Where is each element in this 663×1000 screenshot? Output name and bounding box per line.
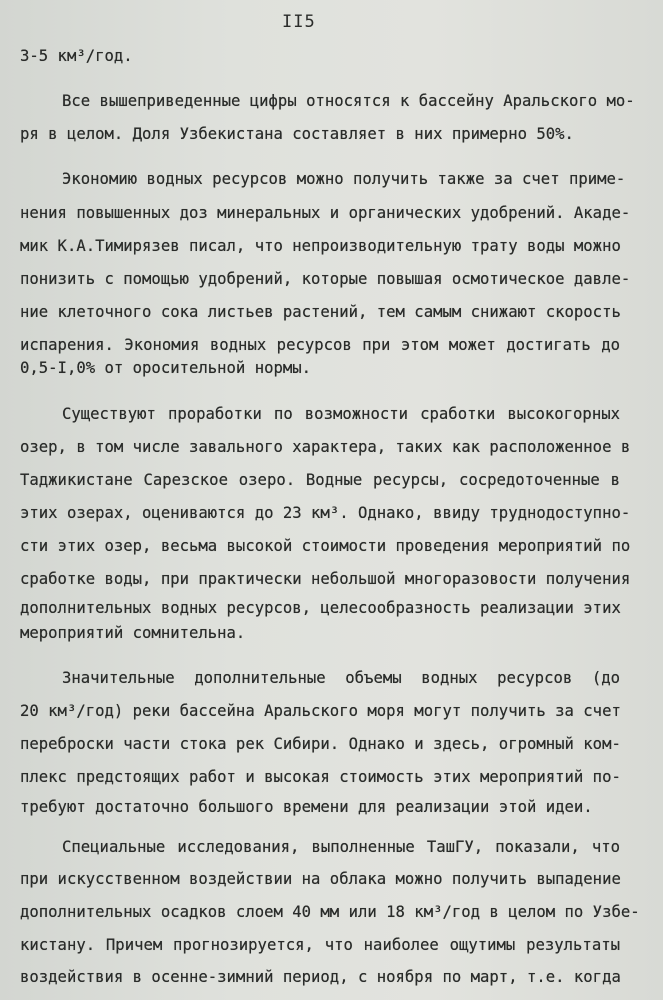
text-line: этих озерах, оцениваются до 23 км³. Однако, ввиду труднодоступно- [20,504,631,522]
text-line: 3-5 км³/год. [20,47,133,65]
text-line: требуют достаточно большого времени для реализации этой идеи. [20,798,593,816]
text-line: при искусственном воздействии на облака можно получить выпадение [20,870,621,888]
text-line: Существуют проработки по возможности сработки высокогорных [62,405,620,423]
text-line: испарения. Экономия водных ресурсов при этом может достигать до [20,336,620,354]
text-line: мероприятий сомнительна. [20,624,246,642]
text-line: Экономию водных ресурсов можно получить также за счет приме- [62,170,626,188]
text-line: Все вышеприведенные цифры относятся к бассейну Аральского мо- [62,92,635,110]
text-line: ря в целом. Доля Узбекистана составляет в них примерно 50%. [20,125,574,143]
text-line: 20 км³/год) реки бассейна Аральского моря могут получить за счет [20,702,621,720]
text-line: мик К.А.Тимирязев писал, что непроизводительную трату воды можно [20,237,621,255]
text-line: Значительные дополнительные объемы водных ресурсов (до [62,669,620,687]
text-line: переброски части стока рек Сибири. Однако и здесь, огромный ком- [20,735,621,753]
text-line: кистану. Причем прогнозируется, что наиболее ощутимы результаты [20,936,620,954]
text-line: ние клеточного сока листьев растений, тем самым снижают скорость [20,303,621,321]
text-line: воздействия в осенне-зимний период, с ноября по март, т.е. когда [20,968,621,986]
text-line: Таджикистане Сарезское озеро. Водные ресурсы, сосредоточенные в [20,471,620,489]
text-line: дополнительных водных ресурсов, целесообразность реализации этих [20,599,621,617]
text-line: сработке воды, при практически небольшой многоразовости получения [20,570,631,588]
text-line: 0,5-I,0% от оросительной нормы. [20,359,312,377]
text-line: нения повышенных доз минеральных и органических удобрений. Акаде- [20,204,631,222]
page-number: II5 [282,12,316,32]
text-line: сти этих озер, весьма высокой стоимости проведения мероприятий по [20,537,631,555]
text-line: Специальные исследования, выполненные ТашГУ, показали, что [62,838,620,856]
text-line: озер, в том числе завального характера, таких как расположенное в [20,438,631,456]
text-line: плекс предстоящих работ и высокая стоимость этих мероприятий по- [20,768,621,786]
text-line: дополнительных осадков слоем 40 мм или 18 км³/год в целом по Узбе- [20,903,640,921]
text-line: понизить с помощью удобрений, которые повышая осмотическое давле- [20,270,631,288]
